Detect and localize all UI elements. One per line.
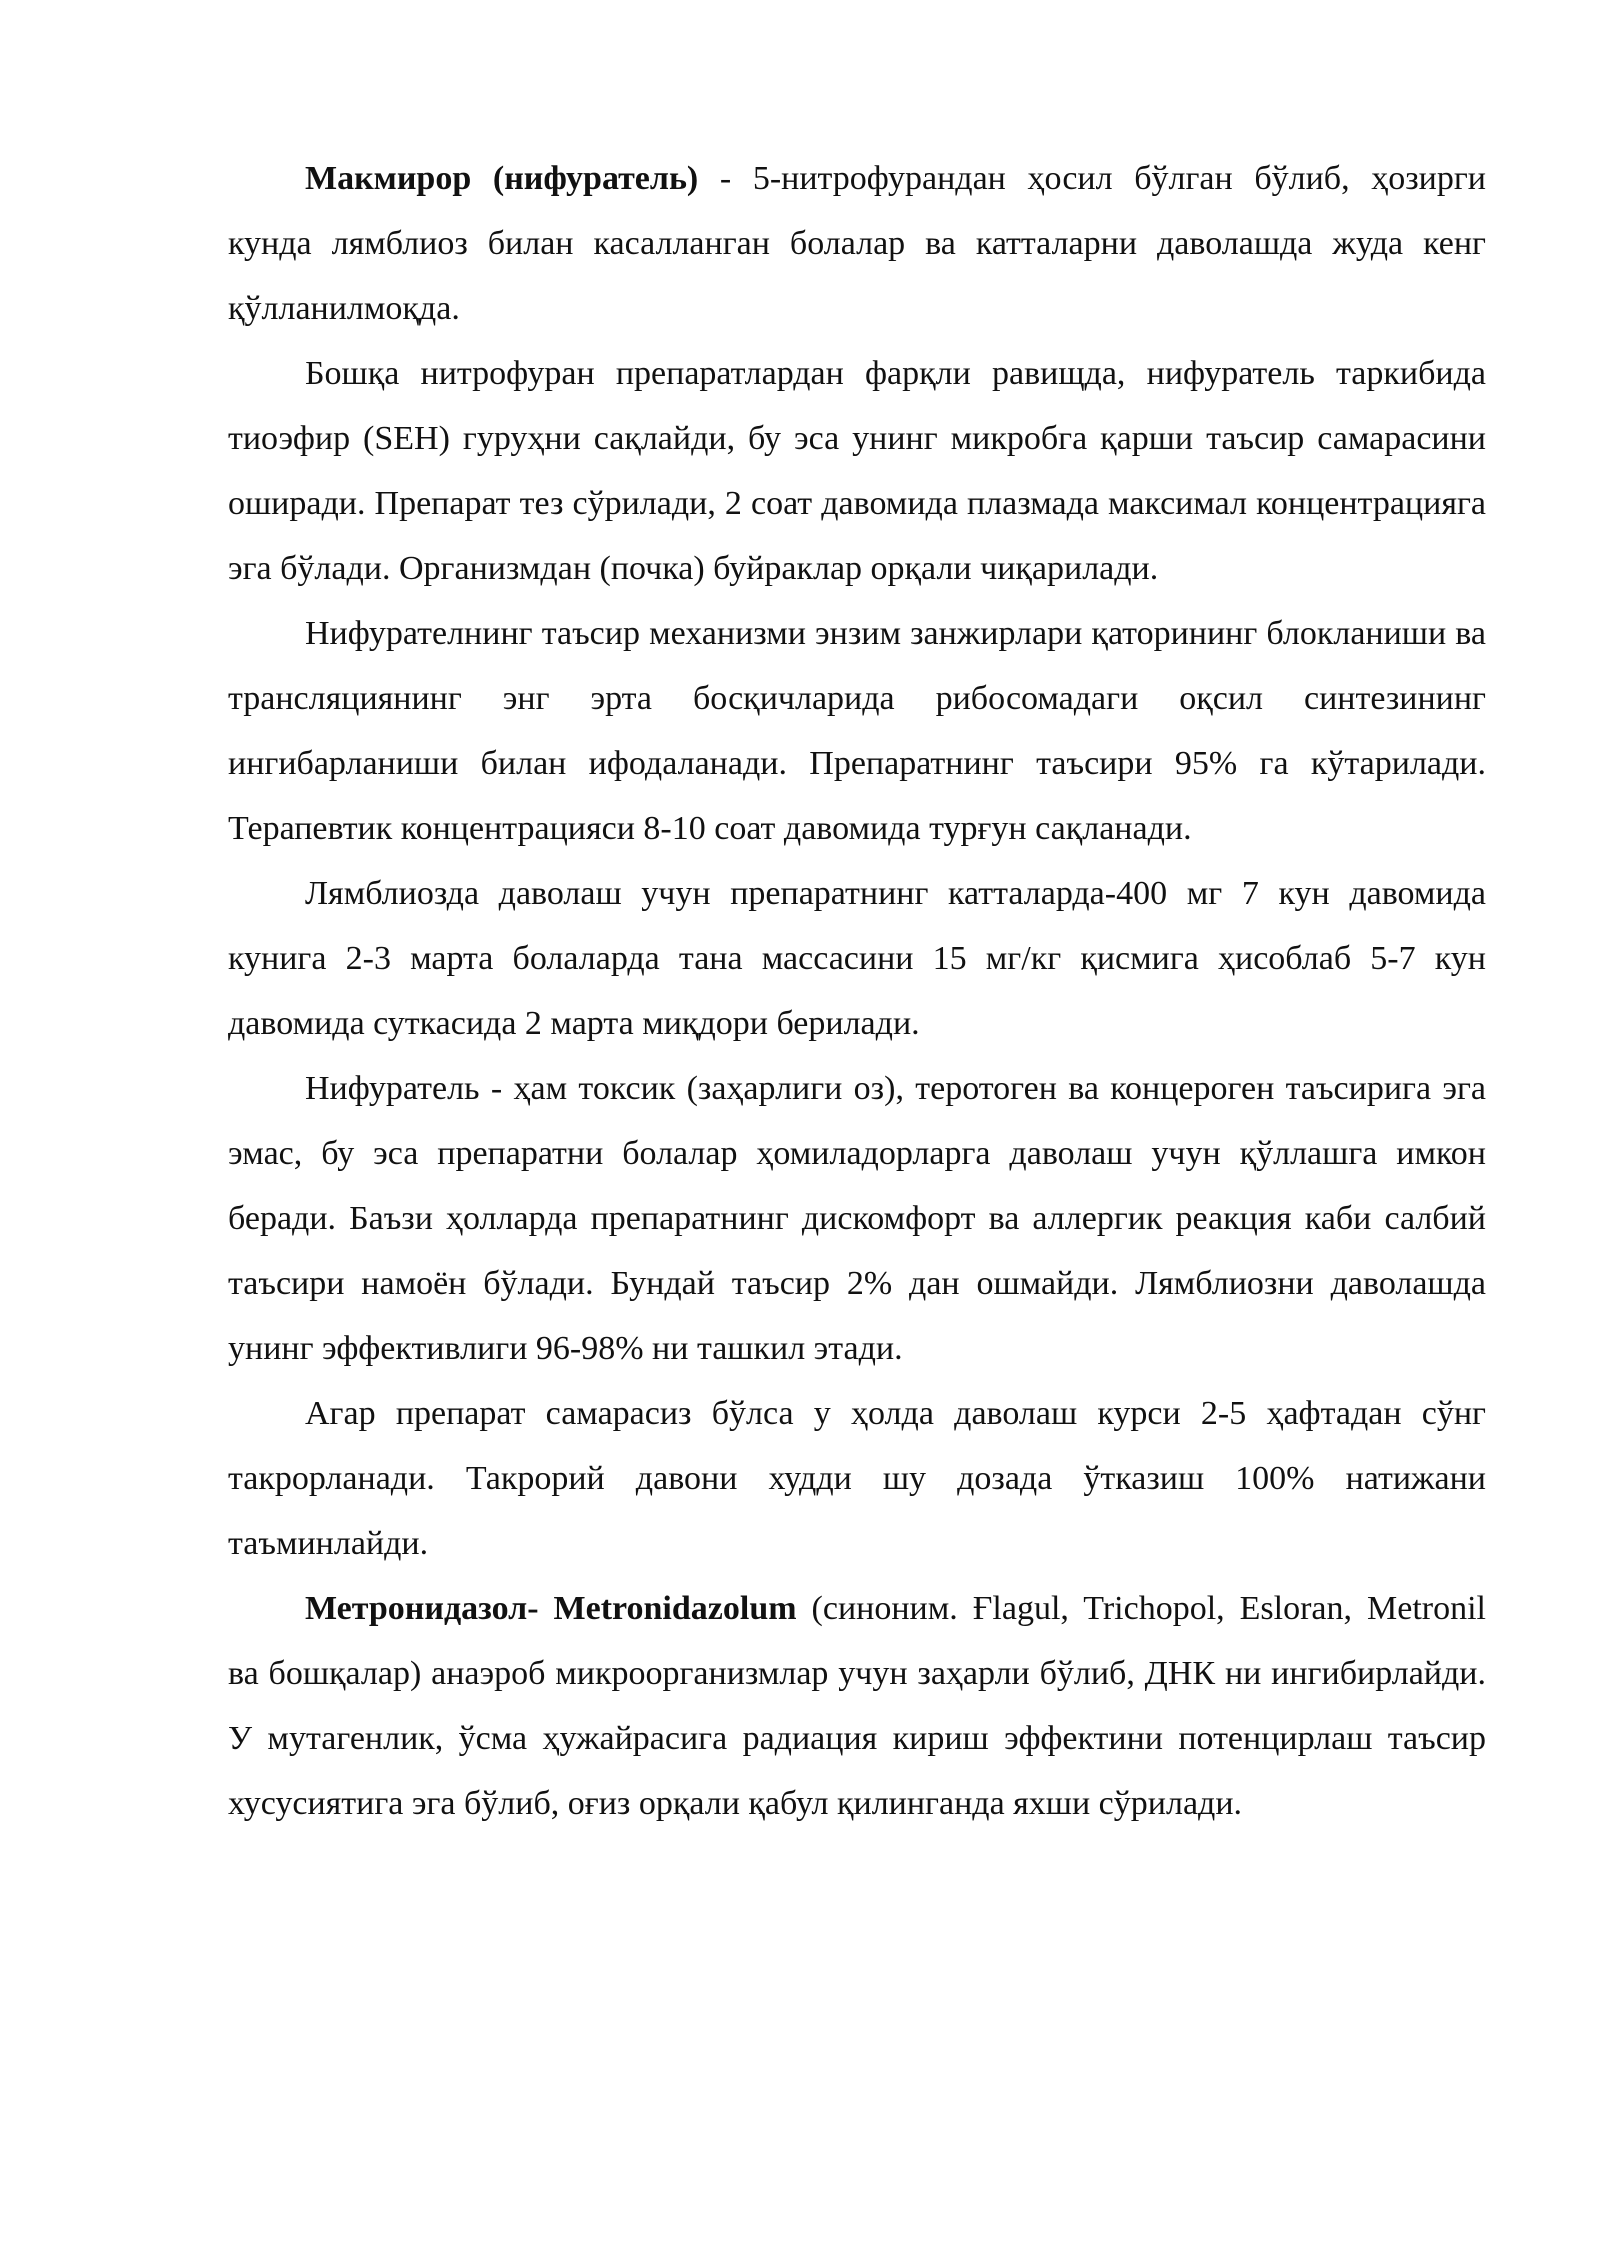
paragraph-text: Лямблиозда даволаш учун препаратнинг катталарда-400 мг 7 кун давомида кунига 2-3 марта болаларда тана массасини 15 мг/кг қисмига ҳисоблаб 5-7 кун давомида суткасида 2 марта миқдори берилади.	[228, 875, 1486, 1042]
term-makmiror: Макмирор (нифуратель)	[305, 160, 699, 197]
document-page	[228, 146, 1486, 1836]
paragraph-nitrofuran-comparison	[228, 341, 1486, 601]
paragraph-text: Бошқа нитрофуран препаратлардан фарқли равищда, нифуратель таркибида тиоэфир (SEH) гуруҳни сақлайди, бу эса унинг микробга қарши таъсир самарасини оширади. Препарат тез сўрилади, 2 соат давомида плазмада максимал концентрацияга эга бўлади. Организмдан (почка) буйраклар орқали чиқарилади.	[228, 355, 1486, 587]
paragraph-makmiror	[228, 146, 1486, 341]
paragraph-safety	[228, 1056, 1486, 1381]
paragraph-text: Нифуратель - ҳам токсик (заҳарлиги оз), теротоген ва концероген таъсирига эга эмас, бу эса препаратни болалар ҳомиладорларга даволаш учун қўллашга имкон беради. Баъзи ҳолларда препаратнинг дискомфорт ва аллергик реакция каби салбий таъсири намоён бўлади. Бундай таъсир 2% дан ошмайди. Лямблиозни даволашда унинг эффективлиги 96-98% ни ташкил этади.	[228, 1070, 1486, 1367]
paragraph-metronidazole	[228, 1576, 1486, 1836]
paragraph-text: Нифурателнинг таъсир механизми энзим занжирлари қаторининг блокланиши ва трансляциянинг энг эрта босқичларида рибосомадаги оқсил синтезининг ингибарланиши билан ифодаланади. Препаратнинг таъсири 95% га кўтарилади. Терапевтик концентрацияси 8-10 соат давомида турғун сақланади.	[228, 615, 1486, 847]
paragraph-dosage	[228, 861, 1486, 1056]
paragraph-text: (синоним. Ғlagul, Trichopol, Esloran, Metronil ва бошқалар) анаэроб микроорганизмлар учун заҳарли бўлиб, ДНК ни ингибирлайди. У мутагенлик, ўсма ҳужайрасига радиация кириш эффектини потенцирлаш таъсир хусусиятига эга бўлиб, оғиз орқали қабул қилинганда яхши сўрилади.	[228, 1590, 1486, 1822]
paragraph-repeat-course	[228, 1381, 1486, 1576]
paragraph-mechanism	[228, 601, 1486, 861]
paragraph-text: - 5-нитрофурандан ҳосил бўлган бўлиб, ҳозирги кунда лямблиоз билан касалланган болалар ва катталарни даволашда жуда кенг қўлланилмоқда.	[228, 160, 1486, 327]
paragraph-text: Агар препарат самарасиз бўлса у ҳолда даволаш курси 2-5 ҳафтадан сўнг такрорланади. Такрорий давони худди шу дозада ўтказиш 100% натижани таъминлайди.	[228, 1395, 1486, 1562]
term-metronidazole: Метронидазол- Metronidazolum	[305, 1590, 797, 1627]
